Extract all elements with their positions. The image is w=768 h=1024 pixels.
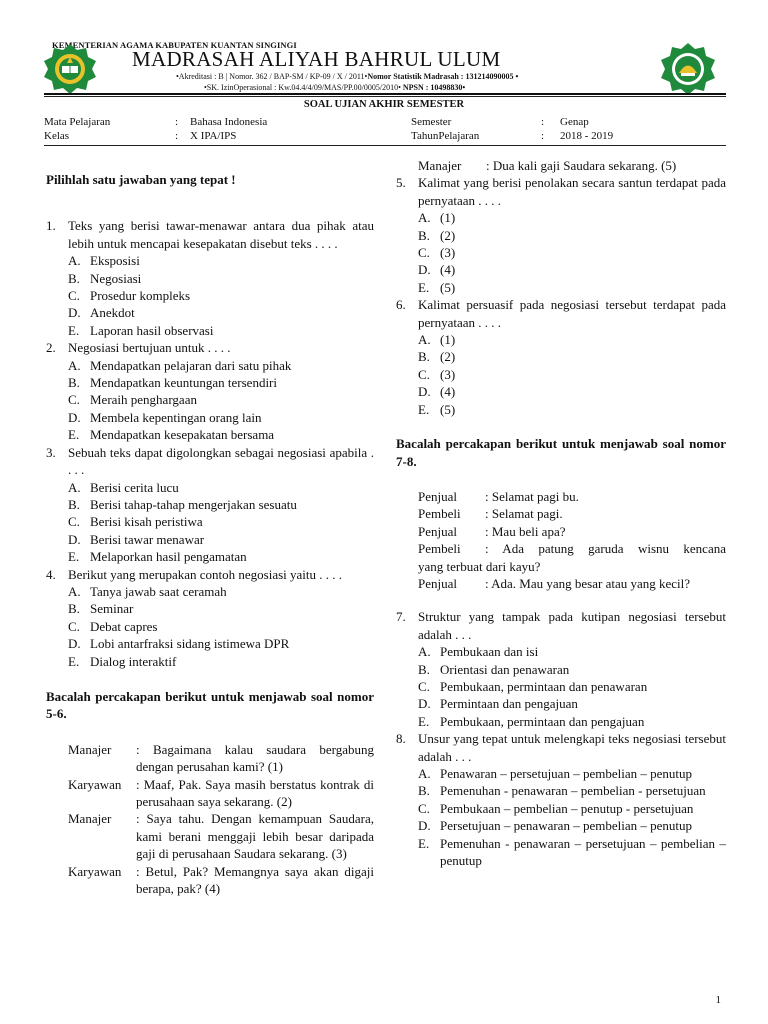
question-number: 6. <box>396 297 406 313</box>
option-text: (2) <box>440 349 456 365</box>
option-letter: D. <box>68 305 81 321</box>
option-text: Meraih penghargaan <box>90 392 197 408</box>
dialog-line <box>68 863 374 898</box>
question-8 <box>396 730 726 765</box>
question-text: Berikut yang merupakan contoh negosiasi yaitu . . . . <box>68 566 343 582</box>
option <box>46 513 374 530</box>
option-letter: A. <box>418 210 431 226</box>
option-letter: C. <box>68 288 80 304</box>
option-text: Persetujuan – penawaran – pembelian – penutup <box>440 818 692 834</box>
option-text: Debat capres <box>90 618 158 634</box>
option <box>46 600 374 617</box>
semester-colon: : <box>541 116 545 128</box>
option-text: Negosiasi <box>90 270 142 286</box>
option <box>46 653 374 670</box>
semester-value: Genap <box>560 116 589 128</box>
option-text: Pembukaan, permintaan dan pengajuan <box>440 713 645 729</box>
option-letter: B. <box>68 375 80 391</box>
question-number: 4. <box>46 566 56 582</box>
option-text: (2) <box>440 227 456 243</box>
right-column <box>396 157 726 869</box>
option-letter: B. <box>418 783 430 799</box>
option-text: (1) <box>440 332 456 348</box>
dialog-text: : Selamat pagi. <box>485 506 563 522</box>
option <box>46 548 374 565</box>
dialog-line <box>68 776 374 811</box>
option-letter: E. <box>68 322 80 338</box>
option-text: Prosedur kompleks <box>90 288 191 304</box>
option-text: (5) <box>440 279 456 295</box>
option-letter: C. <box>68 618 80 634</box>
option <box>396 678 726 695</box>
dialog-line <box>418 505 726 522</box>
ministry-logo-icon <box>40 42 100 96</box>
dialog-line <box>418 575 726 592</box>
option-letter: B. <box>68 601 80 617</box>
option <box>46 357 374 374</box>
option <box>46 252 374 269</box>
question-2 <box>46 339 374 356</box>
option <box>396 782 726 799</box>
option-letter: D. <box>68 409 81 425</box>
option <box>46 322 374 339</box>
option-letter: D. <box>68 636 81 652</box>
option-text: Pemenuhan - penawaran – persetujuan – pembelian – penutup <box>440 835 726 869</box>
page-number: 1 <box>715 994 721 1006</box>
option <box>396 261 726 278</box>
option-text: Pembukaan – pembelian – penutup - persetujuan <box>440 800 694 816</box>
option-letter: C. <box>418 245 430 261</box>
year-value: 2018 - 2019 <box>560 130 614 142</box>
semester-label: Semester <box>411 116 452 128</box>
option-letter: E. <box>418 279 430 295</box>
option <box>396 348 726 365</box>
option <box>396 401 726 418</box>
question-number: 5. <box>396 175 406 191</box>
option-letter: E. <box>68 427 80 443</box>
option-letter: A. <box>418 644 431 660</box>
speaker: Penjual <box>418 488 457 504</box>
option-letter: C. <box>68 392 80 408</box>
option <box>396 279 726 296</box>
option-text: Mendapatkan keuntungan tersendiri <box>90 375 277 391</box>
option <box>396 713 726 730</box>
dialog-text: : Ada patung garuda wisnu kencana <box>485 541 726 557</box>
option-text: (3) <box>440 245 456 261</box>
left-column <box>46 171 374 897</box>
option-text: Seminar <box>90 601 134 617</box>
speaker: Pembeli <box>418 506 461 522</box>
speaker: Karyawan <box>68 863 122 879</box>
option-letter: A. <box>68 357 81 373</box>
option-letter: B. <box>68 270 80 286</box>
option-text: Berisi kisah peristiwa <box>90 514 203 530</box>
option-letter: D. <box>418 262 431 278</box>
speaker: Penjual <box>418 575 457 591</box>
subject-label: Mata Pelajaran <box>44 116 111 128</box>
accreditation-line: •Akreditasi : B | Nomor. 362 / BAP-SM / KP-09 / X / 2011•Nomor Statistik Madrasah : 131214090005 • <box>176 72 519 81</box>
option-letter: D. <box>68 531 81 547</box>
license-line: •SK. IzinOperasional : Kw.04.4/4/09/MAS/PP.00/0005/2010• NPSN : 10498830• <box>204 83 466 92</box>
option <box>46 618 374 635</box>
option <box>396 835 726 870</box>
option-letter: D. <box>418 384 431 400</box>
dialog-text: : Bagaimana kalau saudara bergabung dengan perusahan kami? (1) <box>136 741 374 775</box>
option-letter: E. <box>418 401 430 417</box>
option <box>396 331 726 348</box>
subject-colon: : <box>175 116 179 128</box>
option <box>396 209 726 226</box>
dialog-text: : Selamat pagi bu. <box>485 488 579 504</box>
question-5 <box>396 174 726 209</box>
option-letter: A. <box>68 479 81 495</box>
option-letter: A. <box>418 766 431 781</box>
option <box>396 366 726 383</box>
option-letter: D. <box>418 696 431 712</box>
option-text: Mendapatkan pelajaran dari satu pihak <box>90 357 292 373</box>
subject-value: Bahasa Indonesia <box>190 116 268 128</box>
exam-title: SOAL UJIAN AKHIR SEMESTER <box>303 99 465 110</box>
option <box>46 635 374 652</box>
question-text: Kalimat persuasif pada negosiasi tersebut terdapat pada pernyataan . . . . <box>418 297 726 330</box>
option-text: Melaporkan hasil pengamatan <box>90 549 247 565</box>
option-letter: D. <box>418 818 431 834</box>
option-letter: E. <box>418 835 430 851</box>
option-text: Laporan hasil observasi <box>90 322 214 338</box>
speaker: Manajer <box>68 811 112 827</box>
option-letter: C. <box>418 678 430 694</box>
option-text: Permintaan dan pengajuan <box>440 696 578 712</box>
option <box>46 391 374 408</box>
option-letter: E. <box>418 713 430 729</box>
option-letter: C. <box>418 800 430 816</box>
speaker: Manajer <box>418 158 462 173</box>
option-text: (4) <box>440 262 456 278</box>
option <box>46 583 374 600</box>
instruction: Pilihlah satu jawaban yang tepat ! <box>46 172 236 187</box>
question-number: 8. <box>396 731 406 747</box>
passage-heading-5-6: Bacalah percakapan berikut untuk menjawab soal nomor 5-6. <box>46 688 374 722</box>
question-number: 1. <box>46 218 56 234</box>
passage-heading-7-8: Bacalah percakapan berikut untuk menjawab soal nomor 7-8. <box>396 436 726 469</box>
question-6 <box>396 296 726 331</box>
option <box>46 426 374 443</box>
dialog-text: : Betul, Pak? Memangnya saya akan digaji berapa, pak? (4) <box>136 863 374 897</box>
question-number: 7. <box>396 609 406 625</box>
class-label: Kelas <box>44 130 70 142</box>
option-text: Berisi tahap-tahap mengerjakan sesuatu <box>90 496 297 512</box>
option-text: Berisi tawar menawar <box>90 531 205 547</box>
option <box>396 244 726 261</box>
option <box>396 800 726 817</box>
question-text: Teks yang berisi tawar-menawar antara dua pihak atau lebih untuk mencapai kesepakatan disebut teks . . . . <box>68 218 374 251</box>
option <box>46 374 374 391</box>
option-text: Pembukaan dan isi <box>440 644 539 660</box>
question-text: Kalimat yang berisi penolakan secara santun terdapat pada pernyataan . . . . <box>418 175 726 208</box>
class-colon: : <box>175 130 179 142</box>
year-colon: : <box>541 130 545 142</box>
year-label: TahunPelajaran <box>411 130 480 142</box>
dialog-line <box>418 157 726 174</box>
question-text: Unsur yang tepat untuk melengkapi teks negosiasi tersebut adalah . . . <box>418 731 726 764</box>
option-text: Lobi antarfraksi sidang istimewa DPR <box>90 636 290 652</box>
option <box>46 479 374 496</box>
option-text: Anekdot <box>90 305 135 321</box>
question-number: 2. <box>46 340 56 356</box>
option-text: Membela kepentingan orang lain <box>90 409 262 425</box>
option-text: Orientasi dan penawaran <box>440 661 570 677</box>
option-letter: E. <box>68 653 80 669</box>
question-text: Sebuah teks dapat digolongkan sebagai negosiasi apabila . . . . <box>68 444 374 478</box>
ministry-name: KEMENTERIAN AGAMA KABUPATEN KUANTAN SINGINGI <box>52 40 297 50</box>
question-number: 3. <box>46 444 56 460</box>
question-text: Negosiasi bertujuan untuk . . . . <box>68 340 231 356</box>
dialog-line <box>418 540 726 557</box>
option-letter: A. <box>418 332 431 348</box>
option-letter: E. <box>68 549 80 565</box>
option-text: Berisi cerita lucu <box>90 479 179 495</box>
dialog-text: : Mau beli apa? <box>485 523 566 539</box>
option-letter: B. <box>418 661 430 677</box>
option <box>396 765 726 782</box>
option-text: Pemenuhan - penawaran – pembelian - persetujuan <box>440 783 706 799</box>
speaker: Manajer <box>68 741 112 757</box>
option-letter: A. <box>68 253 81 269</box>
speaker: Pembeli <box>418 541 461 557</box>
dialog-text: : Dua kali gaji Saudara sekarang. (5) <box>486 158 677 173</box>
dialog-line <box>68 741 374 776</box>
option-text: (4) <box>440 384 456 400</box>
dialog-line <box>68 810 374 862</box>
option-letter: C. <box>68 514 80 530</box>
dialog-line <box>418 488 726 505</box>
option-letter: B. <box>418 349 430 365</box>
speaker: Karyawan <box>68 776 122 792</box>
option <box>396 643 726 660</box>
option-text: (3) <box>440 366 456 382</box>
option-text: (1) <box>440 210 456 226</box>
option <box>396 817 726 834</box>
option <box>46 531 374 548</box>
speaker: Penjual <box>418 523 457 539</box>
dialog-line <box>418 523 726 540</box>
option-letter: B. <box>68 496 80 512</box>
madrasah-logo-icon <box>657 42 719 96</box>
class-value: X IPA/IPS <box>190 130 237 142</box>
option-text: Mendapatkan kesepakatan bersama <box>90 427 275 443</box>
option <box>46 496 374 513</box>
dialog-text: : Ada. Mau yang besar atau yang kecil? <box>485 575 691 591</box>
option <box>396 695 726 712</box>
dialog-continuation: yang terbuat dari kayu? <box>418 558 541 574</box>
option <box>46 409 374 426</box>
option-text: (5) <box>440 401 456 417</box>
dialog-text: : Saya tahu. Dengan kemampuan Saudara, kami berani menggaji lebih besar daripada gaji di perusahaan Saudara sekarang. (3) <box>136 811 374 862</box>
question-4 <box>46 566 374 583</box>
option-text: Eksposisi <box>90 253 140 269</box>
option <box>46 270 374 287</box>
question-7 <box>396 608 726 643</box>
option-text: Pembukaan, permintaan dan penawaran <box>440 678 648 694</box>
question-1 <box>46 217 374 252</box>
option-letter: A. <box>68 583 81 599</box>
option-text: Penawaran – persetujuan – pembelian – penutup <box>440 766 692 781</box>
dialog-text: : Maaf, Pak. Saya masih berstatus kontrak di perusahaan saya sekarang. (2) <box>136 776 374 809</box>
school-name: MADRASAH ALIYAH BAHRUL ULUM <box>132 47 501 71</box>
option-letter: C. <box>418 366 430 382</box>
question-text: Struktur yang tampak pada kutipan negosiasi tersebut adalah . . . <box>418 609 726 642</box>
option <box>396 661 726 678</box>
option <box>46 287 374 304</box>
option <box>396 227 726 244</box>
option <box>396 383 726 400</box>
option-text: Dialog interaktif <box>90 653 177 669</box>
question-3 <box>46 444 374 479</box>
option-letter: B. <box>418 227 430 243</box>
option-text: Tanya jawab saat ceramah <box>90 583 227 599</box>
option <box>46 304 374 321</box>
